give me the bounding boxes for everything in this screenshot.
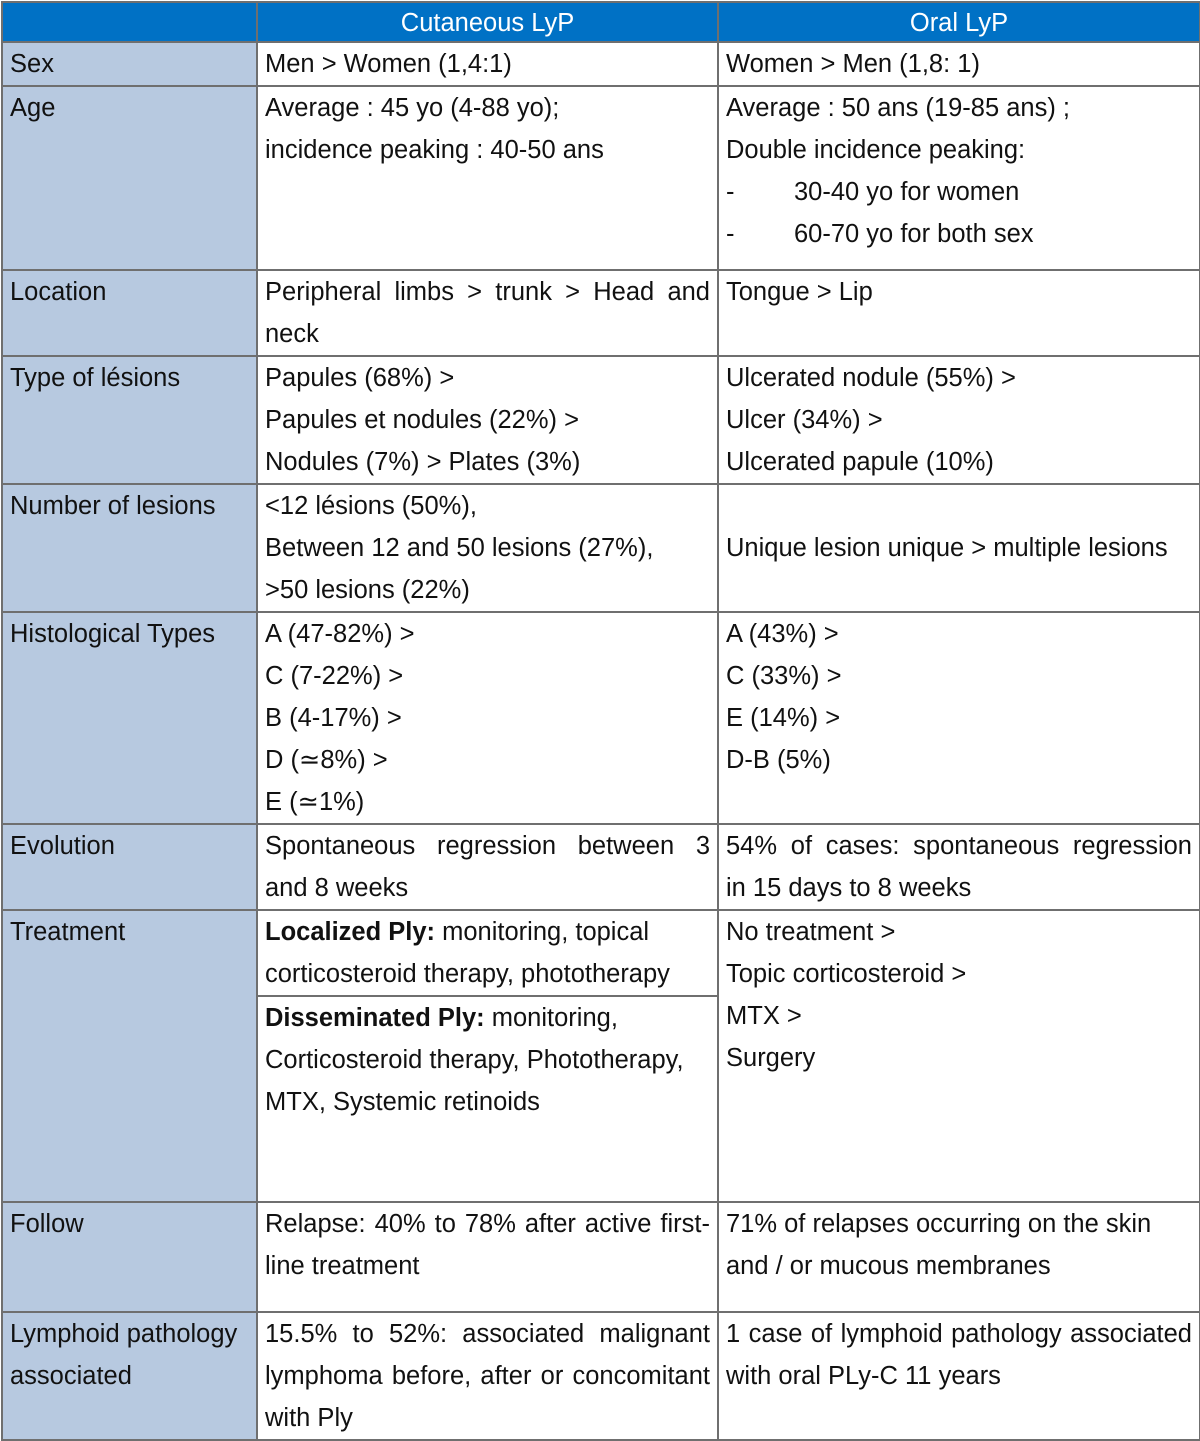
cell-line: Ulcer (34%) >: [726, 406, 883, 434]
header-oral: Oral LyP: [718, 2, 1200, 42]
cutaneous-cell: [257, 356, 718, 484]
oral-cell: [718, 612, 1200, 824]
cutaneous-cell: Peripheral limbs > trunk > Head and neck: [257, 270, 718, 356]
cell-line: A (43%) >: [726, 620, 839, 648]
row-sex: [2, 42, 1200, 86]
oral-cell: Tongue > Lip: [718, 270, 1200, 356]
row-label: Follow: [2, 1202, 257, 1312]
cutaneous-cell: Spontaneous regression between 3 and 8 weeks: [257, 824, 718, 910]
cell-line: >50 lesions (22%): [265, 576, 470, 604]
cell-line: Papules et nodules (22%) >: [265, 406, 579, 434]
cell-line: Topic corticosteroid >: [726, 960, 967, 988]
cell-line: Between 12 and 50 lesions (27%),: [265, 534, 654, 562]
disseminated-title: Disseminated Ply:: [265, 1004, 485, 1032]
row-label: Sex: [2, 42, 257, 86]
row-number: [2, 484, 1200, 612]
cutaneous-cell: 15.5% to 52%: associated malignant lymphoma before, after or concomitant with Ply: [257, 1312, 718, 1440]
cell-line: No treatment >: [726, 918, 896, 946]
comparison-table: [1, 1, 1200, 1441]
cell-line: Average : 45 yo (4-88 yo);: [265, 94, 560, 122]
bullet-dash: -: [726, 178, 735, 206]
row-treatment: [2, 910, 1200, 1202]
row-follow: [2, 1202, 1200, 1312]
cell-line: Ulcerated nodule (55%) >: [726, 364, 1016, 392]
localized-title: Localized Ply:: [265, 918, 436, 946]
cell-line: Papules (68%) >: [265, 364, 455, 392]
row-lymphoid: [2, 1312, 1200, 1440]
bullet-dash: -: [726, 220, 735, 248]
cell-line: C (33%) >: [726, 662, 842, 690]
row-label: Number of lesions: [2, 484, 257, 612]
cell-line: B (4-17%) >: [265, 704, 402, 732]
row-evolution: [2, 824, 1200, 910]
bullet-text: 30-40 yo for women: [794, 178, 1020, 206]
bullet-text: 60-70 yo for both sex: [794, 220, 1034, 248]
cell-line: incidence peaking : 40-50 ans: [265, 136, 604, 164]
bullet-item: [726, 213, 1192, 255]
oral-cell: [718, 86, 1200, 270]
cell-line: E (14%) >: [726, 704, 841, 732]
cell-line: D (≃8%) >: [265, 746, 388, 774]
oral-cell: 71% of relapses occurring on the skin and / or mucous membranes: [718, 1202, 1200, 1312]
cutaneous-cell: Men > Women (1,4:1): [257, 42, 718, 86]
header-corner: [2, 2, 257, 42]
cutaneous-cell: [257, 612, 718, 824]
row-label: Evolution: [2, 824, 257, 910]
localized-text: monitoring, topical corticosteroid therapy, phototherapy: [265, 918, 670, 988]
cell-line: Nodules (7%) > Plates (3%): [265, 448, 581, 476]
cell-line: Ulcerated papule (10%): [726, 448, 994, 476]
cutaneous-cell: Relapse: 40% to 78% after active first-line treatment: [257, 1202, 718, 1312]
cell-line: D-B (5%): [726, 746, 831, 774]
row-label: Treatment: [2, 910, 257, 1202]
cutaneous-cell: [257, 484, 718, 612]
row-label: Age: [2, 86, 257, 270]
oral-cell: [718, 910, 1200, 1202]
header-row: [2, 2, 1200, 42]
cell-line: C (7-22%) >: [265, 662, 404, 690]
oral-cell: 54% of cases: spontaneous regression in 15 days to 8 weeks: [718, 824, 1200, 910]
cell-line: Double incidence peaking:: [726, 136, 1026, 164]
cell-line: MTX >: [726, 1002, 802, 1030]
row-type: [2, 356, 1200, 484]
cell-line: Surgery: [726, 1044, 816, 1072]
cell-line: Average : 50 ans (19-85 ans) ;: [726, 94, 1070, 122]
oral-cell: Unique lesion unique > multiple lesions: [718, 484, 1200, 612]
row-age: [2, 86, 1200, 270]
oral-cell: 1 case of lymphoid pathology associated with oral PLy-C 11 years: [718, 1312, 1200, 1440]
bullet-item: [726, 171, 1192, 213]
disseminated-block: [258, 997, 717, 1123]
row-label: Type of lésions: [2, 356, 257, 484]
cell-line: E (≃1%): [265, 788, 365, 816]
oral-cell: [718, 356, 1200, 484]
oral-cell: Women > Men (1,8: 1): [718, 42, 1200, 86]
cutaneous-cell: [257, 86, 718, 270]
cutaneous-cell: [257, 910, 718, 1202]
row-label: Lymphoid pathology associated: [2, 1312, 257, 1440]
cell-line: A (47-82%) >: [265, 620, 415, 648]
localized-block: [258, 911, 717, 997]
row-histology: [2, 612, 1200, 824]
row-location: [2, 270, 1200, 356]
disseminated-text: monitoring, Corticosteroid therapy, Phototherapy, MTX, Systemic retinoids: [265, 1004, 684, 1116]
row-label: Location: [2, 270, 257, 356]
header-cutaneous: Cutaneous LyP: [257, 2, 718, 42]
cell-line: <12 lésions (50%),: [265, 492, 477, 520]
row-label: Histological Types: [2, 612, 257, 824]
